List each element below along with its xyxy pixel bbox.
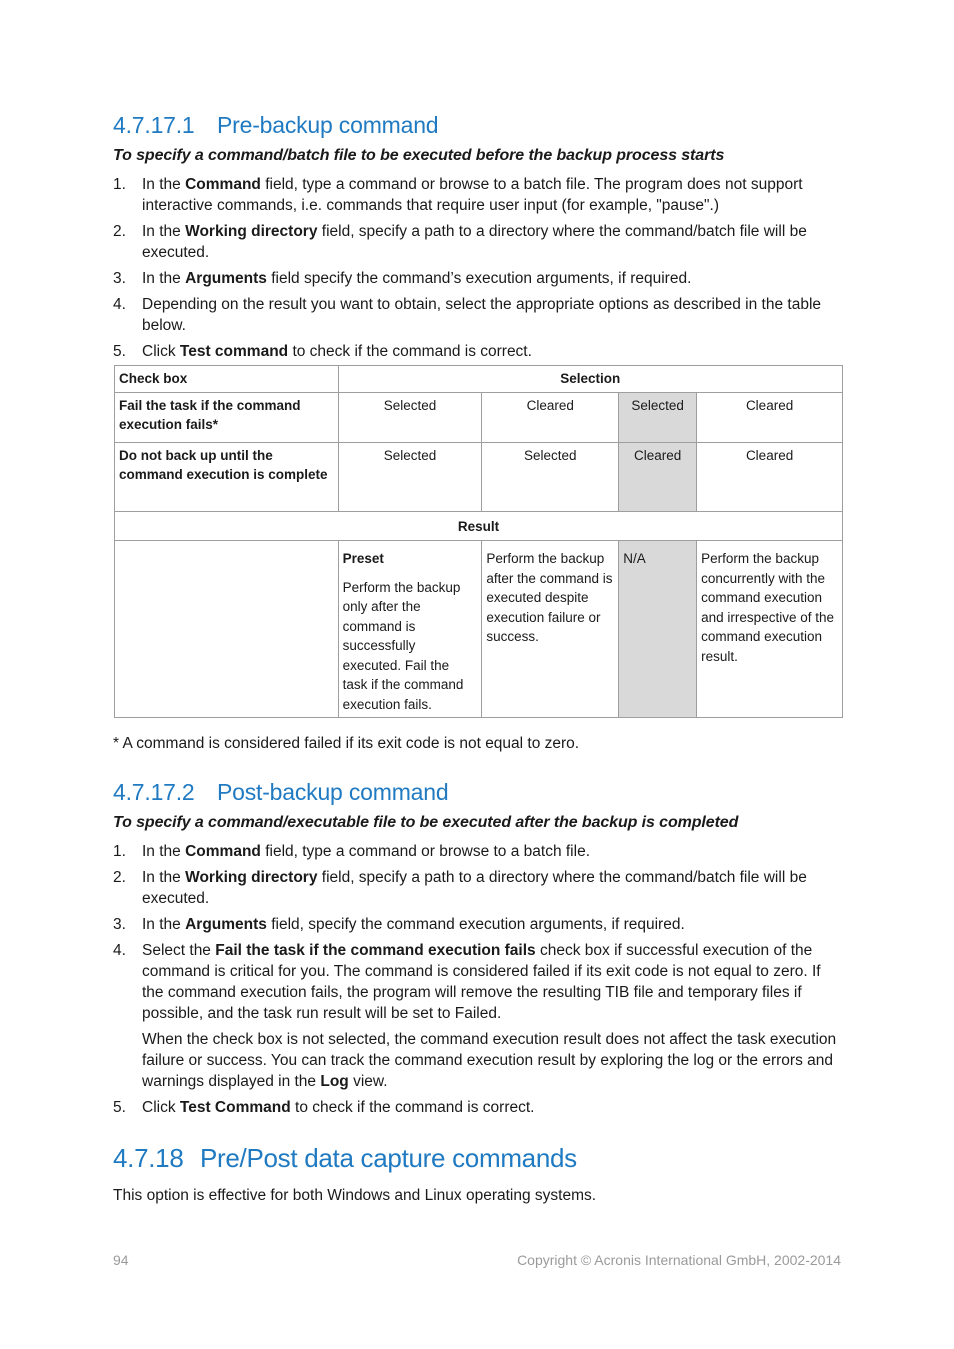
section-number: 4.7.18 <box>113 1143 184 1173</box>
section-title: Pre-backup command <box>217 112 439 138</box>
list-item: 2. In the Working directory field, specify a path to a directory where the command/batch file will be executed. <box>113 223 807 261</box>
list-item: 1. In the Command field, type a command or browse to a batch file. The program does not support interactive commands, i.e. commands that require user input (for example, "pause".) <box>113 176 803 214</box>
list-item-continuation: When the check box is not selected, the command execution result does not affect the task execution failure or success. You can track the command execution result by exploring the log or the errors and warnings displayed in the Log view. <box>142 1031 837 1090</box>
table-row <box>115 541 843 718</box>
table-cell: Cleared <box>482 392 619 442</box>
result-text: Perform the backup only after the command is successfully executed. Fail the task if the command execution fails. <box>342 579 464 712</box>
list-item: 5. Click Test Command to check if the command is correct. <box>113 1099 535 1116</box>
table-cell: Selected <box>619 392 697 442</box>
procedure-subhead: To specify a command/batch file to be executed before the backup process starts <box>113 147 725 164</box>
section-heading-data-capture <box>113 1143 577 1174</box>
table-cell: N/A <box>619 541 697 718</box>
table-row <box>115 442 843 511</box>
section-heading-post-backup <box>113 779 448 806</box>
table-cell: Perform the backup after the command is executed despite execution failure or success. <box>482 541 619 718</box>
copyright-notice: Copyright © Acronis International GmbH, 2002-2014 <box>517 1252 841 1268</box>
list-item: 1. In the Command field, type a command or browse to a batch file. <box>113 843 591 860</box>
list-item: 3. In the Arguments field specify the command’s execution arguments, if required. <box>113 270 692 287</box>
footnote: * A command is considered failed if its exit code is not equal to zero. <box>113 735 580 752</box>
section-heading-pre-backup <box>113 112 438 139</box>
section-paragraph: This option is effective for both Windows and Linux operating systems. <box>113 1187 597 1204</box>
options-table <box>114 365 843 718</box>
table-cell: Selected <box>338 392 482 442</box>
table-cell: Selected <box>338 442 482 511</box>
preset-label: Preset <box>342 551 384 566</box>
list-item: 2. In the Working directory field, specify a path to a directory where the command/batch file will be executed. <box>113 869 807 907</box>
list-item: 3. In the Arguments field, specify the command execution arguments, if required. <box>113 916 685 933</box>
section-number: 4.7.17.2 <box>113 779 195 805</box>
header-result: Result <box>115 511 843 541</box>
header-selection: Selection <box>338 366 842 393</box>
list-item: 5. Click Test command to check if the command is correct. <box>113 343 532 360</box>
row-label-fail-task: Fail the task if the command execution fails* <box>115 392 339 442</box>
row-label-do-not-back-up: Do not back up until the command execution is complete <box>115 442 339 511</box>
post-backup-steps <box>113 841 843 1123</box>
table-cell: Cleared <box>697 442 843 511</box>
table-cell: Cleared <box>619 442 697 511</box>
procedure-subhead: To specify a command/executable file to be executed after the backup is completed <box>113 814 739 831</box>
table-cell-empty <box>115 541 339 718</box>
section-title: Post-backup command <box>217 779 449 805</box>
table-row <box>115 511 843 541</box>
table-row <box>115 366 843 393</box>
table-cell: Selected <box>482 442 619 511</box>
table-cell: Cleared <box>697 392 843 442</box>
table-row <box>115 392 843 442</box>
table-cell <box>338 541 482 718</box>
list-item: 4. Depending on the result you want to obtain, select the appropriate options as described in the table below. <box>113 296 822 334</box>
section-title: Pre/Post data capture commands <box>200 1143 577 1173</box>
header-checkbox: Check box <box>115 366 339 393</box>
page-number: 94 <box>113 1252 129 1268</box>
pre-backup-steps <box>113 174 843 367</box>
list-item: 4. Select the Fail the task if the command execution fails check box if successful execution of the command is critical for you. The command is considered failed if its exit code is not equal to zero. If the command execution fails, the program will remove the resulting TIB file and temporary files if possible, and the task run result will be set to Failed. When the check box is not selected, the command execution result does not affect the task execution failure or success. You can track the command execution result by exploring the log or the errors and warnings displayed in the Log view. <box>113 940 843 1092</box>
section-number: 4.7.17.1 <box>113 112 195 138</box>
table-cell: Perform the backup concurrently with the command execution and irrespective of the command execution result. <box>697 541 843 718</box>
